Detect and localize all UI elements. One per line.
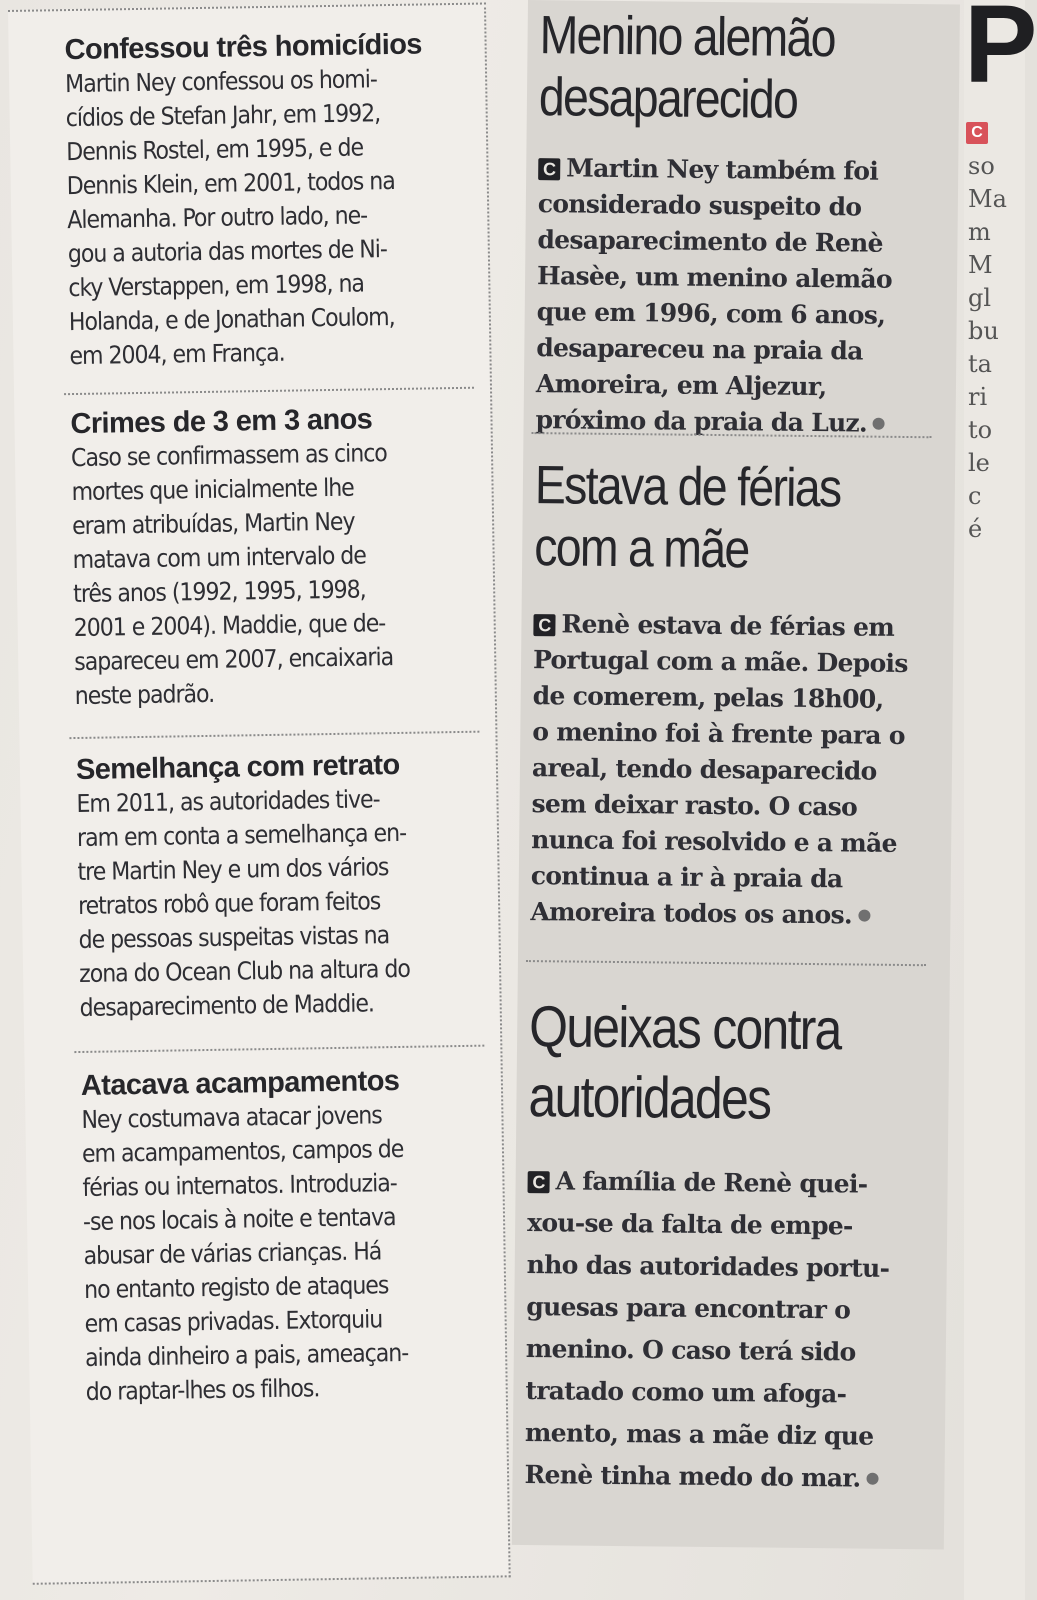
text-fragment: c <box>968 482 982 510</box>
text-fragment: M <box>968 251 993 279</box>
text-fragment: é <box>968 515 983 543</box>
text-fragment: so <box>968 152 995 180</box>
cropped-headline-letter: P <box>964 0 1037 106</box>
section-line: Holanda, e de Jonathan Coulom, <box>68 301 395 337</box>
story-line: nho das autoridades portu- <box>526 1250 890 1283</box>
section-line: ram em conta a semelhança en- <box>76 817 407 853</box>
c-logo-icon: C <box>528 1171 550 1193</box>
end-dot-icon <box>858 910 870 922</box>
section-atacava <box>81 1063 486 1409</box>
story-line: menino. O caso terá sido <box>525 1334 856 1367</box>
story-line: guesas para encontrar o <box>526 1292 851 1325</box>
text-fragment: m <box>968 218 991 246</box>
story-headline: Menino alemão desaparecido <box>538 5 836 130</box>
story-headline: Estava de férias com a mãe <box>533 455 841 580</box>
story-line: que em 1996, com 6 anos, <box>536 297 886 330</box>
story-line: considerado suspeito do <box>537 189 862 222</box>
story-ferias <box>530 454 947 934</box>
section-line: em casas privadas. Extorquiu <box>84 1304 383 1338</box>
story-line: desaparecimento de Renè <box>537 225 883 258</box>
divider <box>74 1045 484 1053</box>
section-line: abusar de várias crianças. Há <box>83 1236 382 1270</box>
story-line: tratado como um afoga- <box>525 1376 847 1409</box>
section-line: no entanto registo de ataques <box>83 1270 389 1304</box>
story-line: C Renè estava de férias em <box>533 606 945 646</box>
divider <box>64 387 474 395</box>
text-fragment: to <box>968 416 993 444</box>
end-dot-icon <box>873 418 885 430</box>
section-line: Dennis Rostel, em 1995, e de <box>66 132 364 167</box>
section-title: Crimes de 3 em 3 anos <box>70 403 373 441</box>
section-line: em acampamentos, campos de <box>81 1133 404 1168</box>
story-line: C Martin Ney também foi <box>538 150 950 190</box>
section-line: tre Martin Ney e um dos vários <box>77 852 389 887</box>
text-fragment: gl <box>968 284 992 312</box>
end-dot-icon <box>866 1473 878 1485</box>
story-menino-alemao <box>535 4 952 442</box>
section-title: Atacava acampamentos <box>80 1064 400 1102</box>
text-fragment: Ma <box>968 185 1007 213</box>
section-title: Semelhança com retrato <box>75 748 400 787</box>
section-line: Dennis Klein, em 2001, todos na <box>66 165 395 201</box>
section-line: neste padrão. <box>74 678 215 711</box>
section-line: mortes que inicialmente lhe <box>71 472 354 507</box>
section-line: Em 2011, as autoridades tive- <box>76 784 380 819</box>
section-line: três anos (1992, 1995, 1998, <box>72 574 366 609</box>
right-news-column <box>512 0 960 1549</box>
section-line: zona do Ocean Club na altura do <box>78 953 411 988</box>
story-headline: Queixas contra autoridades <box>528 994 841 1132</box>
section-line: ainda dinheiro a pais, ameaçan- <box>84 1337 409 1372</box>
section-line: matava com um intervalo de <box>72 540 367 575</box>
divider <box>526 960 926 966</box>
story-line: xou-se da falta de empe- <box>527 1208 853 1241</box>
story-line: sem deixar rasto. O caso <box>531 789 858 822</box>
section-line: cky Verstappen, em 1998, na <box>68 268 365 303</box>
c-logo-icon: C <box>538 158 560 180</box>
story-line: Renè tinha medo do mar. <box>524 1454 936 1500</box>
section-line: do raptar-lhes os filhos. <box>85 1373 320 1406</box>
story-line: nunca foi resolvido e a mãe <box>531 825 898 858</box>
section-semelhanca <box>76 747 480 1025</box>
story-line: Amoreira, em Aljezur, <box>535 369 827 402</box>
left-sidebar-box <box>8 2 511 1584</box>
section-line: Martin Ney confessou os homi- <box>64 64 378 99</box>
section-crimes <box>70 401 475 713</box>
story-queixas <box>524 992 941 1500</box>
adjacent-article-strip <box>964 0 1037 1600</box>
text-fragment: le <box>968 449 990 477</box>
section-line: gou a autoria das mortes de Ni- <box>67 234 388 269</box>
section-line: sapareceu em 2007, encaixaria <box>74 642 394 677</box>
section-confessou <box>64 27 469 373</box>
section-line: de pessoas suspeitas vistas na <box>78 920 390 955</box>
section-line: -se nos locais à noite e tentava <box>82 1202 396 1236</box>
c-logo-icon: C <box>533 614 555 636</box>
story-line: continua a ir à praia da <box>530 861 843 894</box>
story-line: Hasèe, um menino alemão <box>536 261 893 294</box>
text-fragment: ri <box>968 383 988 411</box>
story-line: mento, mas a mãe diz que <box>524 1418 874 1451</box>
text-fragment: ta <box>968 350 992 378</box>
red-c-logo-icon: C <box>966 122 988 144</box>
section-line: Caso se confirmassem as cinco <box>70 438 388 473</box>
section-line: cídios de Stefan Jahr, em 1992, <box>65 98 381 133</box>
cropped-text-fragments <box>968 150 1007 546</box>
story-line: de comerem, pelas 18h00, <box>532 681 884 714</box>
section-line: em 2004, em França. <box>69 337 285 371</box>
text-fragment: bu <box>968 317 999 345</box>
section-line: Ney costumava atacar jovens <box>81 1100 382 1134</box>
section-line: desaparecimento de Maddie. <box>79 988 375 1022</box>
divider <box>69 731 479 739</box>
section-line: eram atribuídas, Martin Ney <box>71 506 355 541</box>
story-line: areal, tendo desaparecido <box>531 753 877 786</box>
section-line: férias ou internatos. Introduzia- <box>82 1168 397 1202</box>
story-line: C A família de Renè quei- <box>527 1160 939 1206</box>
story-line: Amoreira todos os anos. <box>530 894 942 934</box>
story-line: Portugal com a mãe. Depois <box>532 645 908 679</box>
section-line: 2001 e 2004). Maddie, que de- <box>73 608 386 643</box>
story-line: desapareceu na praia da <box>536 333 863 366</box>
story-line: o menino foi à frente para o <box>532 717 905 750</box>
section-line: retratos robô que foram feitos <box>77 886 381 921</box>
section-line: Alemanha. Por outro lado, ne- <box>67 200 368 235</box>
section-title: Confessou três homicídios <box>64 28 423 67</box>
story-line: próximo da praia da Luz. <box>535 402 947 442</box>
